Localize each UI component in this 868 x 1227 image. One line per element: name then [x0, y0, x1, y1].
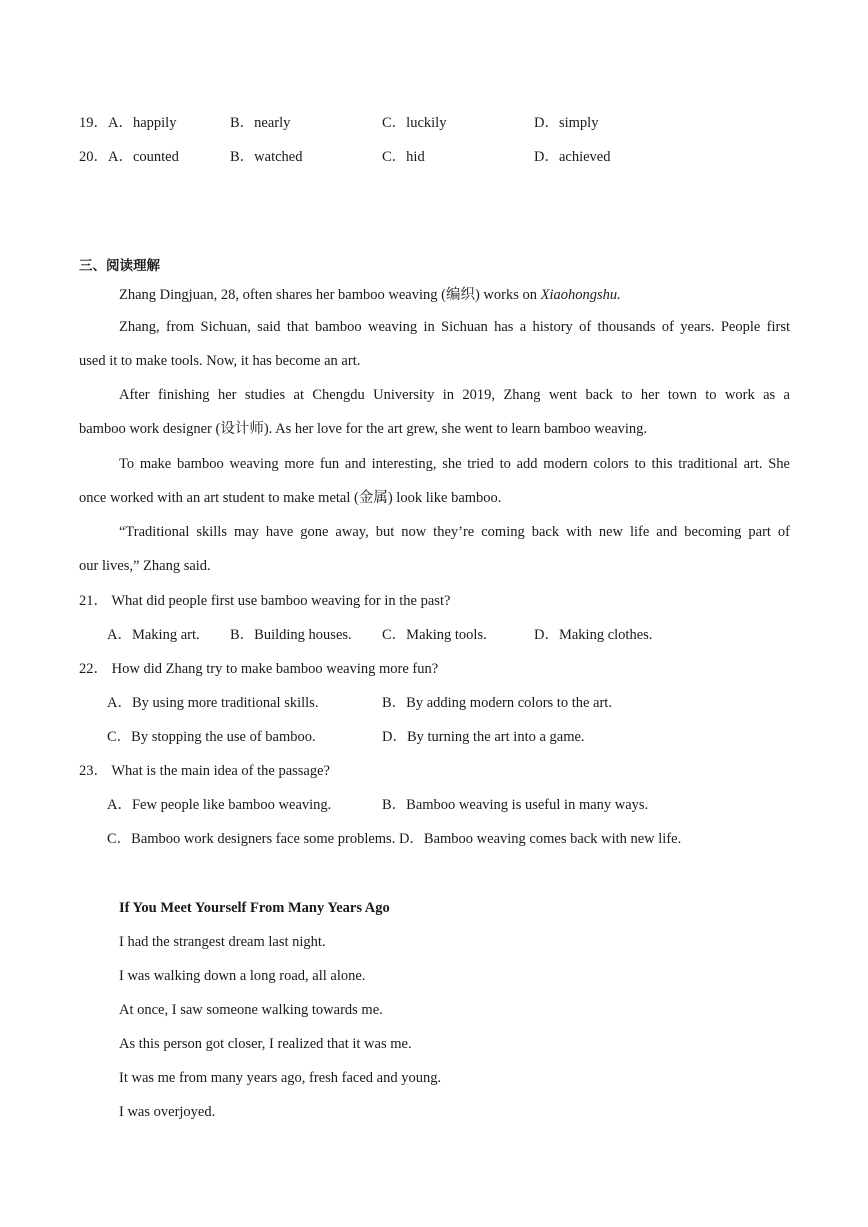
q21-option-b: B．Building houses.	[230, 627, 352, 643]
q20-option-d: D．achieved	[534, 149, 611, 165]
passage-p3-first-line: After finishing her studies at Chengdu University in 2019, Zhang went back to her town to work as a	[119, 387, 790, 403]
q23-option-a: A．Few people like bamboo weaving.	[107, 797, 332, 813]
passage-p3-rest: bamboo work designer (设计师). As her love for the art grew, she went to learn bamboo weaving.	[79, 421, 648, 437]
q21-option-d: D．Making clothes.	[534, 627, 653, 643]
passage-paragraph-5	[79, 515, 790, 583]
q23-options-c-d: C．Bamboo work designers face some problems. D．Bamboo weaving comes back with new life.	[107, 831, 682, 847]
passage-paragraph-1	[119, 285, 621, 305]
poem-line: I was walking down a long road, all alone.	[119, 968, 366, 984]
q22-option-c: C．By stopping the use of bamboo.	[107, 729, 316, 745]
q20-option-b: B．watched	[230, 149, 303, 165]
passage-p2-first-line: Zhang, from Sichuan, said that bamboo weaving in Sichuan has a history of thousands of years. People first	[119, 319, 790, 335]
q22-option-a: A．By using more traditional skills.	[107, 695, 319, 711]
question-20-number: 20．	[79, 149, 108, 165]
passage-paragraph-4	[79, 447, 790, 515]
q19-option-c: C．luckily	[382, 115, 447, 131]
poem-line: It was me from many years ago, fresh faced and young.	[119, 1070, 442, 1086]
q22-option-b: B．By adding modern colors to the art.	[382, 695, 612, 711]
q23-option-b: B．Bamboo weaving is useful in many ways.	[382, 797, 649, 813]
question-19-number: 19．	[79, 115, 108, 131]
q21-option-c: C．Making tools.	[382, 627, 487, 643]
passage-p2-rest: used it to make tools. Now, it has become an art.	[79, 353, 361, 369]
section-title: 三、阅读理解	[79, 258, 160, 274]
question-22-stem: 22． How did Zhang try to make bamboo weaving more fun?	[79, 661, 439, 677]
passage-p4-first-line: To make bamboo weaving more fun and interesting, she tried to add modern colors to this traditional art. She	[119, 456, 790, 472]
poem-line: At once, I saw someone walking towards me.	[119, 1002, 383, 1018]
passage-p1-italic: Xiaohongshu.	[540, 287, 621, 303]
passage-p1-text: Zhang Dingjuan, 28, often shares her bamboo weaving (编织) works on	[119, 287, 541, 303]
poem-line: As this person got closer, I realized that it was me.	[119, 1036, 412, 1052]
q19-option-b: B．nearly	[230, 115, 291, 131]
passage-paragraph-2	[79, 310, 790, 378]
passage-p4-rest: once worked with an art student to make metal (金属) look like bamboo.	[79, 490, 502, 506]
poem-line: I was overjoyed.	[119, 1104, 216, 1120]
q22-option-d: D．By turning the art into a game.	[382, 729, 585, 745]
passage-p5-first-line: “Traditional skills may have gone away, but now they’re coming back with new life and becoming part of	[119, 524, 790, 540]
poem-line: I had the strangest dream last night.	[119, 934, 326, 950]
question-21-stem: 21． What did people first use bamboo weaving for in the past?	[79, 593, 451, 609]
q21-option-a: A．Making art.	[107, 627, 200, 643]
passage-paragraph-3	[79, 378, 790, 446]
q19-option-a: A．happily	[108, 115, 177, 131]
question-23-stem: 23． What is the main idea of the passage?	[79, 763, 330, 779]
q20-option-a: A．counted	[108, 149, 179, 165]
poem-title: If You Meet Yourself From Many Years Ago	[119, 900, 390, 916]
passage-p5-rest: our lives,” Zhang said.	[79, 558, 211, 574]
q19-option-d: D．simply	[534, 115, 599, 131]
q20-option-c: C．hid	[382, 149, 425, 165]
